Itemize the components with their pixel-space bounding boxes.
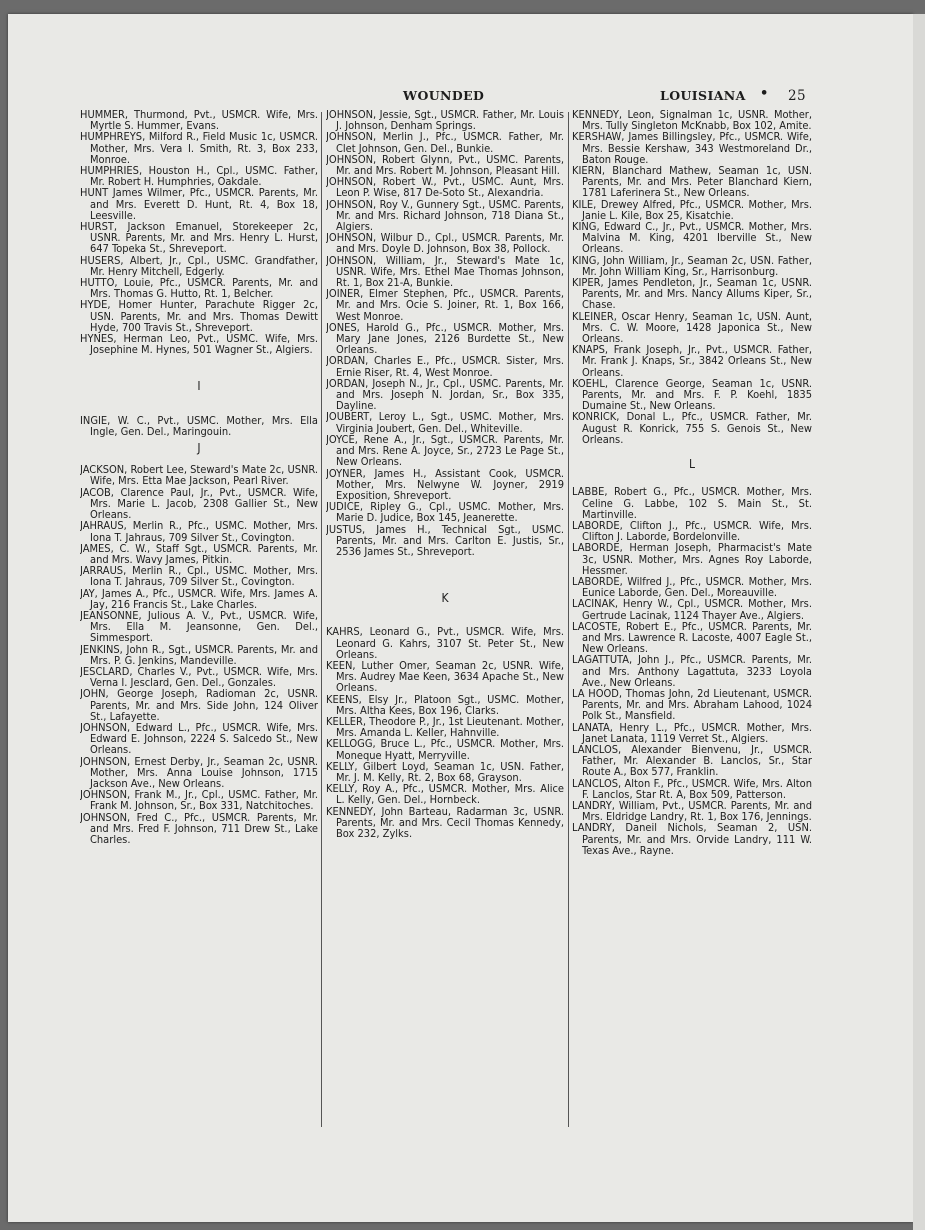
document-page bbox=[8, 14, 913, 1222]
list-item: HYNES, Herman Leo, Pvt., USMC. Wife, Mrs. Josephine M. Hynes, 501 Wagner St., Algiers. bbox=[80, 332, 318, 357]
column-divider bbox=[321, 112, 322, 1127]
list-item: JESCLARD, Charles V., Pvt., USMCR. Wife, Mrs. Verna I. Jesclard, Gen. Del., Gonzales. bbox=[80, 664, 318, 690]
list-item: LABORDE, Wilfred J., Pfc., USMCR. Mother, Mrs. Eunice Laborde, Gen. Del., Moreauville. bbox=[572, 574, 812, 600]
list-item: JUDICE, Ripley G., Cpl., USMC. Mother, Mrs. Marie D. Judice, Box 145, Jeanerette. bbox=[326, 500, 564, 525]
list-item: JOHNSON, Robert W., Pvt., USMC. Aunt, Mrs. Leon P. Wise, 817 De-Soto St., Alexandria. bbox=[326, 175, 564, 200]
list-item: JACOB, Clarence Paul, Jr., Pvt., USMCR. Wife, Mrs. Marie L. Jacob, 2308 Gallier St., New Orleans. bbox=[80, 485, 318, 522]
list-item: JAY, James A., Pfc., USMCR. Wife, Mrs. James A. Jay, 216 Francis St., Lake Charles. bbox=[80, 586, 318, 611]
list-item: KIERN, Blanchard Mathew, Seaman 1c, USN. Parents, Mr. and Mrs. Peter Blanchard Kiern, 1781 Laferinera St., New Orleans. bbox=[572, 164, 812, 200]
list-item: LANCLOS, Alexander Bienvenu, Jr., USMCR. Father, Mr. Alexander B. Lanclos, Sr., Star Route A., Box 577, Franklin. bbox=[572, 742, 812, 779]
list-item: JACKSON, Robert Lee, Steward's Mate 2c, USNR. Wife, Mrs. Etta Mae Jackson, Pearl River. bbox=[80, 463, 318, 488]
list-item: JORDAN, Charles E., Pfc., USMCR. Sister, Mrs. Ernie Riser, Rt. 4, West Monroe. bbox=[326, 354, 564, 379]
list-item: JOHNSON, Fred C., Pfc., USMCR. Parents, Mr. and Mrs. Fred F. Johnson, 711 Drew St., Lake Charles. bbox=[80, 810, 318, 846]
column-2 bbox=[326, 109, 564, 1149]
list-item: KELLOGG, Bruce L., Pfc., USMCR. Mother, Mrs. Moneque Hyatt, Merryville. bbox=[326, 737, 564, 762]
list-item: KENNEDY, Leon, Signalman 1c, USNR. Mother, Mrs. Tully Singleton McKnabb, Box 102, Amite. bbox=[572, 109, 812, 133]
list-item: LACINAK, Henry W., Cpl., USMCR. Mother, Mrs. Gertrude Lacinak, 1124 Thayer Ave., Algiers. bbox=[572, 597, 812, 622]
list-item: LABBE, Robert G., Pfc., USMCR. Mother, Mrs. Celine G. Labbe, 102 S. Main St., St. Martinville. bbox=[572, 485, 812, 521]
list-item: JARRAUS, Merlin R., Cpl., USMC. Mother, Mrs. Iona T. Jahraus, 709 Silver St., Covington. bbox=[80, 564, 318, 589]
list-item: KEEN, Luther Omer, Seaman 2c, USNR. Wife, Mrs. Audrey Mae Keen, 3634 Apache St., New Orleans. bbox=[326, 658, 564, 695]
state-title: LOUISIANA bbox=[660, 88, 746, 103]
list-item: JOHNSON, Roy V., Gunnery Sgt., USMC. Parents, Mr. and Mrs. Richard Johnson, 718 Diana St., Algiers. bbox=[326, 197, 564, 234]
list-item: KELLY, Gilbert Loyd, Seaman 1c, USN. Father, Mr. J. M. Kelly, Rt. 2, Box 68, Grayson. bbox=[326, 759, 564, 784]
column-1 bbox=[80, 109, 318, 1149]
list-item: HUMPHREYS, Milford R., Field Music 1c, USMCR. Mother, Mrs. Vera I. Smith, Rt. 3, Box 233, Monroe. bbox=[80, 130, 318, 166]
list-item: JORDAN, Joseph N., Jr., Cpl., USMC. Parents, Mr. and Mrs. Joseph N. Jordan, Sr., Box 335, Dayline. bbox=[326, 376, 564, 413]
list-item: JOHN, George Joseph, Radioman 2c, USNR. Parents, Mr. and Mrs. Side John, 124 Oliver St., Lafayette. bbox=[80, 687, 318, 723]
list-item: KOEHL, Clarence George, Seaman 1c, USNR. Parents, Mr. and Mrs. F. P. Koehl, 1835 Dumaine St., New Orleans. bbox=[572, 376, 812, 413]
list-item: JOYCE, Rene A., Jr., Sgt., USMCR. Parents, Mr. and Mrs. Rene A. Joyce, Sr., 2723 Le Page St., New Orleans. bbox=[326, 432, 564, 469]
section-title: WOUNDED bbox=[403, 88, 485, 103]
list-item: KNAPS, Frank Joseph, Jr., Pvt., USMCR. Father, Mr. Frank J. Knaps, Sr., 3842 Orleans St., New Orleans. bbox=[572, 343, 812, 379]
list-item: LANCLOS, Alton F., Pfc., USMCR. Wife, Mrs. Alton F. Lanclos, Star Rt. A, Box 509, Patterson. bbox=[572, 776, 812, 801]
list-item: JUSTUS, James H., Technical Sgt., USMC. Parents, Mr. and Mrs. Carlton E. Justis, Sr., 2536 James St., Shreveport. bbox=[326, 522, 564, 558]
list-item: INGIE, W. C., Pvt., USMC. Mother, Mrs. Ella Ingle, Gen. Del., Maringouin. bbox=[80, 413, 318, 438]
list-item: KELLY, Roy A., Pfc., USMCR. Mother, Mrs. Alice L. Kelly, Gen. Del., Hornbeck. bbox=[326, 782, 564, 807]
list-item: JONES, Harold G., Pfc., USMCR. Mother, Mrs. Mary Jane Jones, 2126 Burdette St., New Orleans. bbox=[326, 320, 564, 357]
list-item: HURST, Jackson Emanuel, Storekeeper 2c, USNR. Parents, Mr. and Mrs. Henry L. Hurst, 647 Topeka St., Shreveport. bbox=[80, 220, 318, 256]
list-item: LACOSTE, Robert E., Pfc., USMCR. Parents, Mr. and Mrs. Lawrence R. Lacoste, 4007 Eagle St., New Orleans. bbox=[572, 619, 812, 656]
list-item: LABORDE, Clifton J., Pfc., USMCR. Wife, Mrs. Clifton J. Laborde, Bordelonville. bbox=[572, 518, 812, 544]
list-item: HUNT James Wilmer, Pfc., USMCR. Parents, Mr. and Mrs. Everett D. Hunt, Rt. 4, Box 18, Leesville. bbox=[80, 186, 318, 222]
entry-list bbox=[326, 109, 564, 557]
list-item: JOINER, Elmer Stephen, Pfc., USMCR. Parents, Mr. and Mrs. Ocie S. Joiner, Rt. 1, Box 166, West Monroe. bbox=[326, 287, 564, 323]
list-item: LAGATTUTA, John J., Pfc., USMCR. Parents, Mr. and Mrs. Anthony Lagattuta, 3233 Loyola Ave., New Orleans. bbox=[572, 653, 812, 689]
entry-list-l bbox=[572, 486, 812, 856]
list-item: LA HOOD, Thomas John, 2d Lieutenant, USMCR. Parents, Mr. and Mrs. Abraham Lahood, 1024 Polk St., Mansfield. bbox=[572, 686, 812, 723]
entry-list bbox=[80, 109, 318, 355]
letter-heading-j: J bbox=[197, 441, 201, 456]
list-item: KIPER, James Pendleton, Jr., Seaman 1c, USNR. Parents, Mr. and Mrs. Nancy Allums Kiper, Sr., Chase. bbox=[572, 276, 812, 312]
list-item: JOHNSON, Merlin J., Pfc., USMCR. Father, Mr. Clet Johnson, Gen. Del., Bunkie. bbox=[326, 130, 564, 155]
list-item: KERSHAW, James Billingsley, Pfc., USMCR. Wife, Mrs. Bessie Kershaw, 343 Westmoreland Dr., Baton Rouge. bbox=[572, 130, 812, 166]
list-item: LANDRY, Daneil Nichols, Seaman 2, USN. Parents, Mr. and Mrs. Orvide Landry, 111 W. Texas Ave., Rayne. bbox=[572, 821, 812, 857]
list-item: JAMES, C. W., Staff Sgt., USMCR. Parents, Mr. and Mrs. Wavy James, Pitkin. bbox=[80, 541, 318, 566]
list-item: JOHNSON, Frank M., Jr., Cpl., USMC. Father, Mr. Frank M. Johnson, Sr., Box 331, Natchitoches. bbox=[80, 788, 318, 813]
list-item: JENKINS, John R., Sgt., USMCR. Parents, Mr. and Mrs. P. G. Jenkins, Mandeville. bbox=[80, 642, 318, 667]
list-item: LANDRY, William, Pvt., USMCR. Parents, Mr. and Mrs. Eldridge Landry, Rt. 1, Box 176, Jennings. bbox=[572, 798, 812, 824]
list-item: JOHNSON, Edward L., Pfc., USMCR. Wife, Mrs. Edward E. Johnson, 2224 S. Salcedo St., New Orleans. bbox=[80, 720, 318, 757]
page-header bbox=[8, 86, 913, 106]
header-bullet: • bbox=[760, 86, 769, 101]
entry-list-i bbox=[80, 415, 318, 437]
list-item: KILE, Drewey Alfred, Pfc., USMCR. Mother, Mrs. Janie L. Kile, Box 25, Kisatchie. bbox=[572, 197, 812, 222]
entry-list bbox=[572, 109, 812, 445]
list-item: JOHNSON, Ernest Derby, Jr., Seaman 2c, USNR. Mother, Mrs. Anna Louise Johnson, 1715 Jackson Ave., New Orleans. bbox=[80, 754, 318, 790]
list-item: HUMMER, Thurmond, Pvt., USMCR. Wife, Mrs. Myrtle S. Hummer, Evans. bbox=[80, 109, 318, 133]
list-item: KING, Edward C., Jr., Pvt., USMCR. Mother, Mrs. Malvina M. King, 4201 Iberville St., New Orleans. bbox=[572, 220, 812, 256]
list-item: JAHRAUS, Merlin R., Pfc., USMC. Mother, Mrs. Iona T. Jahraus, 709 Silver St., Covington. bbox=[80, 519, 318, 544]
list-item: HUTTO, Louie, Pfc., USMCR. Parents, Mr. and Mrs. Thomas G. Hutto, Rt. 1, Belcher. bbox=[80, 276, 318, 301]
column-divider bbox=[568, 112, 569, 1127]
list-item: HYDE, Homer Hunter, Parachute Rigger 2c, USN. Parents, Mr. and Mrs. Thomas Dewitt Hyde, 700 Travis St., Shreveport. bbox=[80, 298, 318, 334]
list-item: JOHNSON, Wilbur D., Cpl., USMCR. Parents, Mr. and Mrs. Doyle D. Johnson, Box 38, Pollock. bbox=[326, 231, 564, 256]
list-item: JOHNSON, Robert Glynn, Pvt., USMC. Parents, Mr. and Mrs. Robert M. Johnson, Pleasant Hill. bbox=[326, 152, 564, 178]
page-edge bbox=[913, 14, 925, 1230]
list-item: JOYNER, James H., Assistant Cook, USMCR. Mother, Mrs. Nelwyne W. Joyner, 2919 Exposition, Shreveport. bbox=[326, 466, 564, 502]
entry-list-j bbox=[80, 464, 318, 845]
letter-heading-l: L bbox=[688, 457, 695, 472]
list-item: JOHNSON, William, Jr., Steward's Mate 1c, USNR. Wife, Mrs. Ethel Mae Thomas Johnson, Rt. 1, Box 21-A, Bunkie. bbox=[326, 253, 564, 290]
list-item: KONRICK, Donal L., Pfc., USMCR. Father, Mr. August R. Konrick, 755 S. Genois St., New Orleans. bbox=[572, 410, 812, 446]
entry-list-k bbox=[326, 626, 564, 839]
list-item: KLEINER, Oscar Henry, Seaman 1c, USN. Aunt, Mrs. C. W. Moore, 1428 Japonica St., New Orleans. bbox=[572, 309, 812, 346]
list-item: LABORDE, Herman Joseph, Pharmacist's Mate 3c, USNR. Mother, Mrs. Agnes Roy Laborde, Hessmer. bbox=[572, 541, 812, 577]
list-item: JOHNSON, Jessie, Sgt., USMCR. Father, Mr. Louis J. Johnson, Denham Springs. bbox=[326, 109, 564, 133]
list-item: KAHRS, Leonard G., Pvt., USMCR. Wife, Mrs. Leonard G. Kahrs, 3107 St. Peter St., New Orleans. bbox=[326, 625, 564, 661]
list-item: KEENS, Elsy Jr., Platoon Sgt., USMC. Mother, Mrs. Altha Kees, Box 196, Clarks. bbox=[326, 692, 564, 717]
list-item: HUSERS, Albert, Jr., Cpl., USMC. Grandfather, Mr. Henry Mitchell, Edgerly. bbox=[80, 253, 318, 278]
list-item: KING, John William, Jr., Seaman 2c, USN. Father, Mr. John William King, Sr., Harrisonburg. bbox=[572, 253, 812, 278]
list-item: HUMPHRIES, Houston H., Cpl., USMC. Father, Mr. Robert H. Humphries, Oakdale. bbox=[80, 164, 318, 189]
list-item: KELLER, Theodore P., Jr., 1st Lieutenant. Mother, Mrs. Amanda L. Keller, Hahnville. bbox=[326, 714, 564, 740]
letter-heading-k: K bbox=[441, 591, 449, 606]
letter-heading-i: I bbox=[197, 379, 201, 394]
list-item: LANATA, Henry L., Pfc., USMCR. Mother, Mrs. Janet Lanata, 1119 Verret St., Algiers. bbox=[572, 720, 812, 745]
list-item: KENNEDY, John Barteau, Radarman 3c, USNR. Parents, Mr. and Mrs. Cecil Thomas Kennedy, Box 232, Zylks. bbox=[326, 804, 564, 840]
column-3 bbox=[572, 109, 812, 1149]
list-item: JOUBERT, Leroy L., Sgt., USMC. Mother, Mrs. Virginia Joubert, Gen. Del., Whiteville. bbox=[326, 410, 564, 435]
list-item: JEANSONNE, Julious A. V., Pvt., USMCR. Wife, Mrs. Ella M. Jeansonne, Gen. Del., Simmesport. bbox=[80, 608, 318, 645]
page-number: 25 bbox=[788, 88, 806, 104]
